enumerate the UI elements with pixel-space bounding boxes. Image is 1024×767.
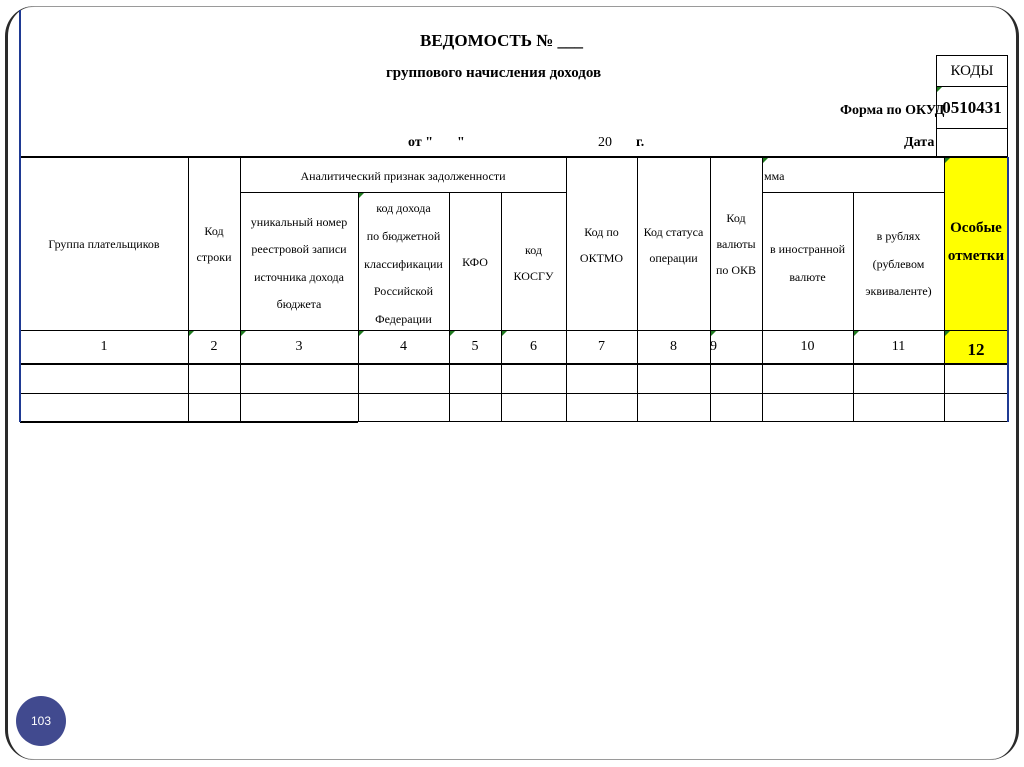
page-number-badge: 103 <box>16 696 66 746</box>
header-kosgu-1: код <box>525 243 542 257</box>
col-number-12: 12 <box>967 340 985 359</box>
header-unique-3: источника дохода <box>254 270 344 284</box>
header-income-4: Российской <box>373 284 434 298</box>
header-oktmo-1: Код по <box>584 225 619 239</box>
header-row-code-2: строки <box>196 250 232 264</box>
form-subtitle: группового начисления доходов <box>386 65 602 81</box>
col-number-6: 6 <box>530 339 537 354</box>
header-special-2: отметки <box>947 248 1005 264</box>
header-unique-2: реестровой записи <box>251 242 347 256</box>
col-number-11: 11 <box>891 339 906 354</box>
col-number-7: 7 <box>598 339 605 354</box>
header-rubles-2: (рублевом <box>872 257 925 271</box>
header-currency-2: валюты <box>716 237 756 251</box>
codes-label: КОДЫ <box>950 63 994 79</box>
header-kfo: КФО <box>462 255 488 269</box>
col-number-1: 1 <box>100 339 108 354</box>
col-number-10: 10 <box>800 339 815 354</box>
date-prefix: от " <box>408 135 433 150</box>
table-left-border <box>19 10 21 422</box>
header-foreign-1: в иностранной <box>769 242 846 256</box>
date-year: 20 <box>598 135 612 150</box>
header-currency-3: по ОКВ <box>715 263 757 277</box>
col-number-5: 5 <box>471 339 479 354</box>
date-suffix: г. <box>636 135 645 150</box>
header-rubles-3: эквиваленте) <box>865 284 932 298</box>
header-op-status-1: Код статуса <box>643 225 704 239</box>
header-income-1: код дохода <box>376 201 431 215</box>
header-income-5: Федерации <box>375 312 432 326</box>
header-foreign-2: валюте <box>789 270 826 284</box>
header-sum: мма <box>764 169 785 183</box>
col-number-3: 3 <box>295 339 303 354</box>
col-number-8: 8 <box>670 339 677 354</box>
col-number-4: 4 <box>400 339 407 354</box>
header-special-1: Особые <box>950 220 1002 236</box>
header-currency-1: Код <box>726 211 746 225</box>
header-row-code-1: Код <box>204 224 224 238</box>
table-row[interactable] <box>21 365 1007 393</box>
header-income-2: по бюджетной <box>366 229 441 243</box>
header-op-status-2: операции <box>649 251 698 265</box>
header-rubles-1: в рублях <box>876 229 921 243</box>
header-income-3: классификации <box>364 257 443 271</box>
date-quote: " <box>457 135 465 150</box>
date-label: Дата <box>904 135 935 150</box>
table-row[interactable] <box>21 394 1007 421</box>
header-unique-4: бюджета <box>276 297 322 311</box>
header-payers-group: Группа плательщиков <box>48 237 160 251</box>
col-number-2: 2 <box>210 339 218 354</box>
col-number-9: 9 <box>710 339 717 354</box>
header-analytic: Аналитический признак задолженности <box>300 169 506 183</box>
form-title: ВЕДОМОСТЬ № ___ <box>420 31 584 50</box>
table-right-border <box>1007 157 1009 422</box>
header-oktmo-2: ОКТМО <box>579 251 624 265</box>
okud-label: Форма по ОКУД <box>840 103 945 118</box>
header-unique-1: уникальный номер <box>250 215 348 229</box>
okud-value: 0510431 <box>942 98 1002 117</box>
header-kosgu-2: КОСГУ <box>513 269 554 283</box>
